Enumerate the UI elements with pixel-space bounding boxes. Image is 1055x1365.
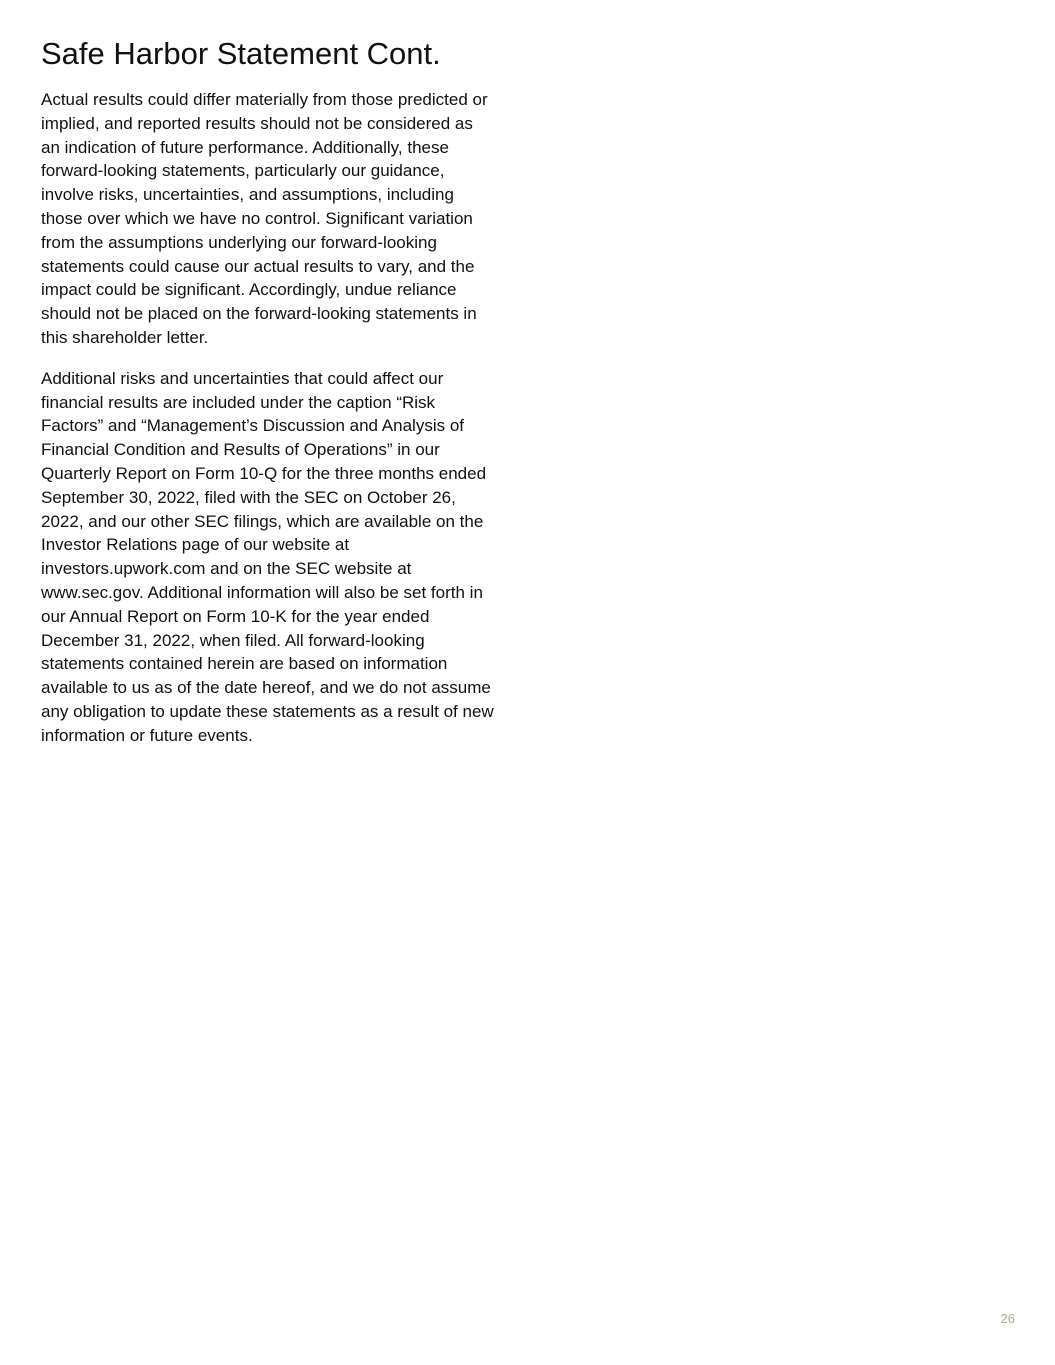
page-number: 26 [1000, 1311, 1015, 1326]
body-text [41, 88, 511, 765]
text-line: from the assumptions underlying our forward-looking [41, 232, 437, 252]
text-line: impact could be significant. Accordingly, undue reliance [41, 280, 457, 300]
text-line: statements could cause our actual results to vary, and the [41, 256, 475, 276]
text-line: statements contained herein are based on information [41, 654, 448, 674]
text-line: implied, and reported results should not be considered as [41, 113, 473, 133]
text-line: our Annual Report on Form 10-K for the year ended [41, 606, 430, 626]
text-line: financial results are included under the caption “Risk [41, 392, 436, 412]
text-line: information or future events. [41, 725, 253, 745]
text-line: any obligation to update these statements as a result of new [41, 701, 494, 721]
text-line: Quarterly Report on Form 10-Q for the three months ended [41, 463, 487, 483]
page-title: Safe Harbor Statement Cont. [41, 36, 441, 71]
text-line: investors.upwork.com and on the SEC website at [41, 559, 412, 579]
text-line: Financial Condition and Results of Operations” in our [41, 440, 440, 460]
text-line: December 31, 2022, when filed. All forward-looking [41, 630, 425, 650]
text-line: those over which we have no control. Significant variation [41, 208, 473, 228]
text-line: Additional risks and uncertainties that could affect our [41, 368, 444, 388]
text-line: should not be placed on the forward-looking statements in [41, 304, 477, 324]
text-line: this shareholder letter. [41, 327, 209, 347]
text-line: Factors” and “Management’s Discussion and Analysis of [41, 416, 464, 436]
text-line: involve risks, uncertainties, and assumptions, including [41, 185, 454, 205]
text-line: September 30, 2022, filed with the SEC on October 26, [41, 487, 456, 507]
paragraph-forward-looking [41, 88, 511, 350]
text-line: an indication of future performance. Additionally, these [41, 137, 449, 157]
text-line: Investor Relations page of our website at [41, 535, 350, 555]
text-line: Actual results could differ materially from those predicted or [41, 90, 488, 109]
text-line: 2022, and our other SEC filings, which are available on the [41, 511, 484, 531]
text-line: available to us as of the date hereof, and we do not assume [41, 678, 491, 698]
text-line: forward-looking statements, particularly our guidance, [41, 161, 445, 181]
text-line: www.sec.gov. Additional information will also be set forth in [41, 582, 483, 602]
paragraph-additional-risks [41, 367, 511, 748]
